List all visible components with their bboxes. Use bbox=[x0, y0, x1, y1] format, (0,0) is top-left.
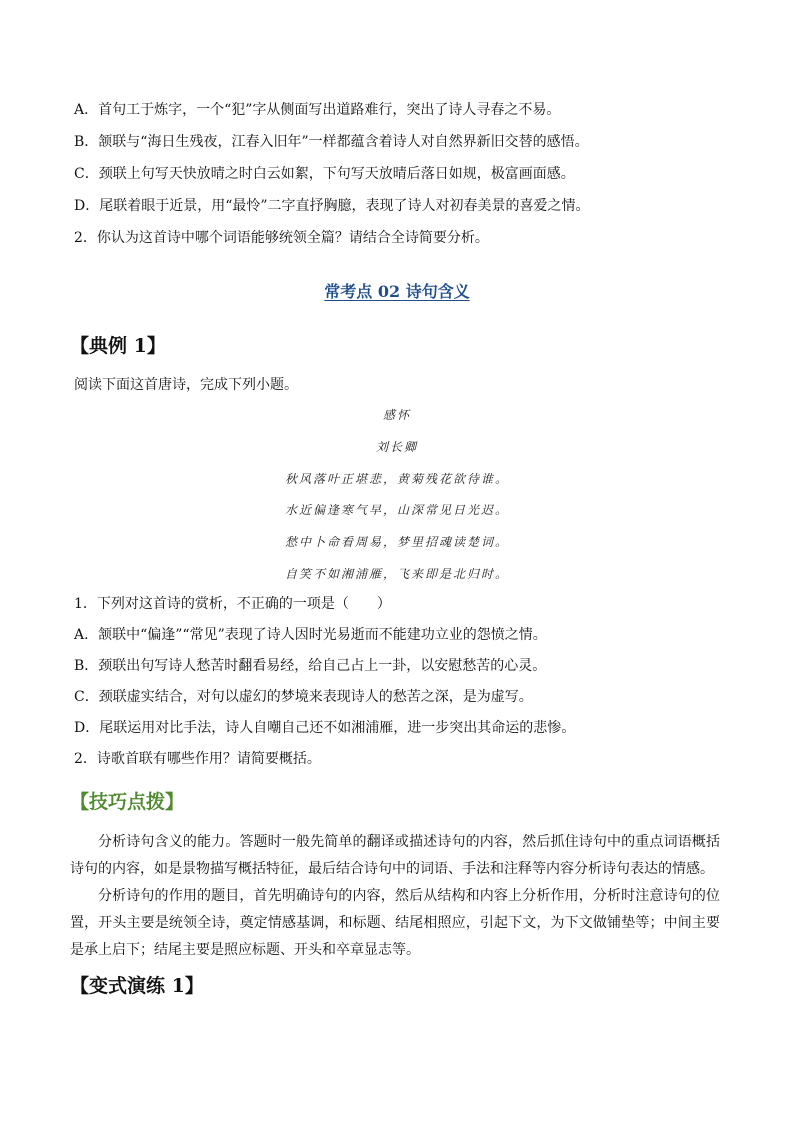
question-1-option-b: B．颈联出句写诗人愁苦时翻看易经，给自己占上一卦，以安慰愁苦的心灵。 bbox=[74, 658, 547, 674]
question-2: 2．你认为这首诗中哪个词语能够统领全篇？请结合全诗简要分析。 bbox=[74, 230, 489, 246]
tips-paragraph-2: 分析诗句的作用的题目，首先明确诗句的内容，然后从结构和内容上分析作用，分析时注意诗句的位置，开头主要是统领全诗，奠定情感基调，和标题、结尾相照应，引起下文，为下文做铺垫等；中间主要是承上启下；结尾主要是照应标题、开头和卒章显志等。 bbox=[70, 888, 720, 958]
question-1: 1．下列对这首诗的赏析，不正确的一项是（ ） bbox=[74, 596, 391, 612]
poem-author: 刘长卿 bbox=[375, 440, 418, 454]
option-b: B．颔联与“海日生残夜，江春入旧年”一样都蕴含着诗人对自然界新旧交替的感悟。 bbox=[74, 134, 589, 150]
section-title bbox=[0, 279, 794, 302]
poem-title: 感怀 bbox=[382, 408, 411, 422]
poem-line: 水近偏逢寒气早，山深常见日光迟。 bbox=[284, 503, 509, 517]
option-a: A．首句工于炼字，一个“犯”字从侧面写出道路难行，突出了诗人寻春之不易。 bbox=[74, 102, 561, 118]
example-heading: 【典例 1】 bbox=[70, 335, 166, 357]
poem-line: 愁中卜命看周易，梦里招魂读楚词。 bbox=[284, 535, 509, 549]
instruction: 阅读下面这首唐诗，完成下列小题。 bbox=[74, 377, 298, 393]
variant-heading: 【变式演练 1】 bbox=[70, 975, 204, 997]
section-title-text: 常考点 02 诗句含义 bbox=[324, 282, 470, 301]
question-1-option-d: D．尾联运用对比手法，诗人自嘲自己还不如湘浦雁，进一步突出其命运的悲惨。 bbox=[74, 720, 576, 736]
tips-paragraph-1: 分析诗句含义的能力。答题时一般先简单的翻译或描述诗句的内容，然后抓住诗句中的重点词语概括诗句的内容，如是景物描写概括特征，最后结合诗句中的词语、手法和注释等内容分析诗句表达的情感。 bbox=[70, 834, 720, 877]
option-d: D．尾联着眼于近景，用“最怜”二字直抒胸臆，表现了诗人对初春美景的喜爱之情。 bbox=[74, 198, 590, 214]
option-c: C．颈联上句写天快放晴之时白云如絮，下句写天放晴后落日如规，极富画面感。 bbox=[74, 166, 575, 182]
tips-heading: 【技巧点拨】 bbox=[70, 791, 185, 813]
poem-line: 秋风落叶正堪悲，黄菊残花欲待谁。 bbox=[284, 472, 509, 486]
question-1-option-a: A．颔联中“偏逢”“常见”表现了诗人因时光易逝而不能建功立业的怨愤之情。 bbox=[74, 627, 547, 643]
poem-line: 自笑不如湘浦雁，飞来即是北归时。 bbox=[284, 567, 509, 581]
question-2-bottom: 2．诗歌首联有哪些作用？请简要概括。 bbox=[74, 751, 321, 767]
question-1-option-c: C．颈联虚实结合，对句以虚幻的梦境来表现诗人的愁苦之深，是为虚写。 bbox=[74, 689, 533, 705]
